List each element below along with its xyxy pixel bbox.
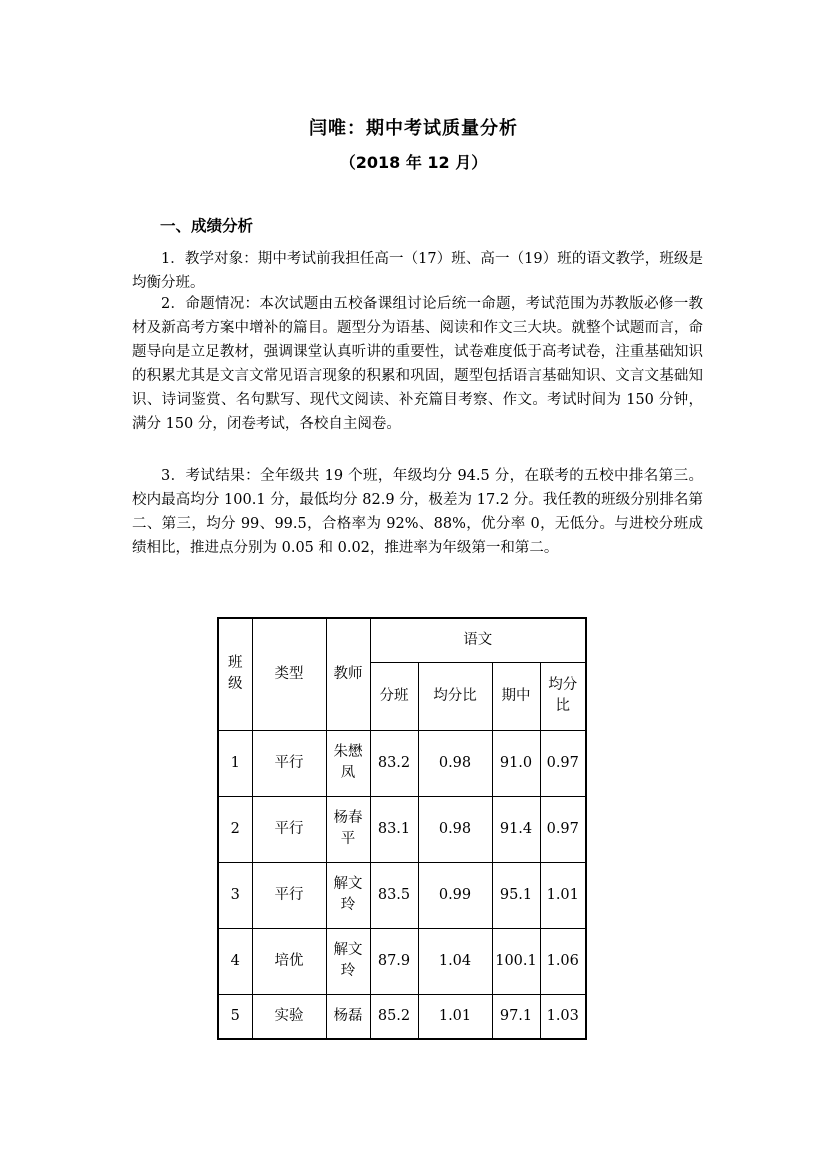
cell-type: 平行 bbox=[252, 862, 326, 928]
cell-placement: 83.1 bbox=[370, 796, 418, 862]
document-title: 闫唯：期中考试质量分析 bbox=[309, 118, 518, 139]
cell-placement: 85.2 bbox=[370, 994, 418, 1039]
cell-class: 3 bbox=[218, 862, 252, 928]
cell-ratio-placement: 0.98 bbox=[418, 730, 492, 796]
cell-ratio-midterm: 1.01 bbox=[540, 862, 586, 928]
cell-type: 平行 bbox=[252, 796, 326, 862]
table-row bbox=[218, 862, 586, 928]
cell-teacher: 朱懋凤 bbox=[326, 730, 370, 796]
header-ratio-midterm: 均分比 bbox=[540, 662, 586, 730]
cell-type: 平行 bbox=[252, 730, 326, 796]
cell-class: 5 bbox=[218, 994, 252, 1039]
cell-placement: 87.9 bbox=[370, 928, 418, 994]
table-row bbox=[218, 730, 586, 796]
cell-placement: 83.5 bbox=[370, 862, 418, 928]
header-type: 类型 bbox=[252, 618, 326, 730]
cell-ratio-midterm: 1.06 bbox=[540, 928, 586, 994]
cell-ratio-placement: 0.98 bbox=[418, 796, 492, 862]
header-midterm: 期中 bbox=[492, 662, 540, 730]
cell-midterm: 95.1 bbox=[492, 862, 540, 928]
cell-teacher: 杨磊 bbox=[326, 994, 370, 1039]
section-heading-grade-analysis: 一、成绩分析 bbox=[160, 217, 254, 235]
cell-placement: 83.2 bbox=[370, 730, 418, 796]
paragraph-exam-design: 2．命题情况：本次试题由五校备课组讨论后统一命题，考试范围为苏教版必修一教材及新高考方案中增补的篇目。题型分为语基、阅读和作文三大块。就整个试题而言，命题导向是立足教材，强调课堂认真听讲的重要性，试卷难度低于高考试卷，注重基础知识的积累尤其是文言文常见语言现象的积累和巩固，题型包括语言基础知识、文言文基础知识、诗词鉴赏、名句默写、现代文阅读、补充篇目考察、作文。考试时间为 150 分钟，满分 150 分，闭卷考试，各校自主阅卷。 bbox=[132, 296, 703, 432]
header-subject: 语文 bbox=[370, 618, 586, 662]
cell-midterm: 91.4 bbox=[492, 796, 540, 862]
cell-midterm: 100.1 bbox=[492, 928, 540, 994]
header-placement: 分班 bbox=[370, 662, 418, 730]
table-header-row bbox=[218, 618, 586, 662]
cell-teacher: 杨春平 bbox=[326, 796, 370, 862]
header-ratio-placement: 均分比 bbox=[418, 662, 492, 730]
cell-type: 培优 bbox=[252, 928, 326, 994]
document-date: （2018 年 12 月） bbox=[339, 153, 488, 172]
cell-class: 4 bbox=[218, 928, 252, 994]
table-row bbox=[218, 994, 586, 1039]
cell-teacher: 解文玲 bbox=[326, 862, 370, 928]
cell-midterm: 97.1 bbox=[492, 994, 540, 1039]
cell-ratio-midterm: 0.97 bbox=[540, 730, 586, 796]
paragraph-exam-results: 3．考试结果：全年级共 19 个班，年级均分 94.5 分，在联考的五校中排名第三。校内最高均分 100.1 分，最低均分 82.9 分，极差为 17.2 分。我任教的班级分别排名第二、第三，均分 99、99.5，合格率为 92%、88%，优分率 0，无低分。与进校分班成绩相比，推进点分别为 0.05 和 0.02，推进率为年级第一和第二。 bbox=[132, 468, 703, 556]
grades-table bbox=[217, 617, 587, 1040]
cell-ratio-placement: 1.01 bbox=[418, 994, 492, 1039]
header-class: 班级 bbox=[218, 618, 252, 730]
cell-midterm: 91.0 bbox=[492, 730, 540, 796]
cell-type: 实验 bbox=[252, 994, 326, 1039]
cell-class: 2 bbox=[218, 796, 252, 862]
cell-ratio-placement: 0.99 bbox=[418, 862, 492, 928]
cell-ratio-midterm: 1.03 bbox=[540, 994, 586, 1039]
cell-ratio-placement: 1.04 bbox=[418, 928, 492, 994]
table-row bbox=[218, 928, 586, 994]
header-teacher: 教师 bbox=[326, 618, 370, 730]
cell-ratio-midterm: 0.97 bbox=[540, 796, 586, 862]
table-row bbox=[218, 796, 586, 862]
cell-class: 1 bbox=[218, 730, 252, 796]
cell-teacher: 解文玲 bbox=[326, 928, 370, 994]
paragraph-teaching-object: 1．教学对象：期中考试前我担任高一（17）班、高一（19）班的语文教学，班级是均衡分班。 bbox=[132, 251, 703, 291]
